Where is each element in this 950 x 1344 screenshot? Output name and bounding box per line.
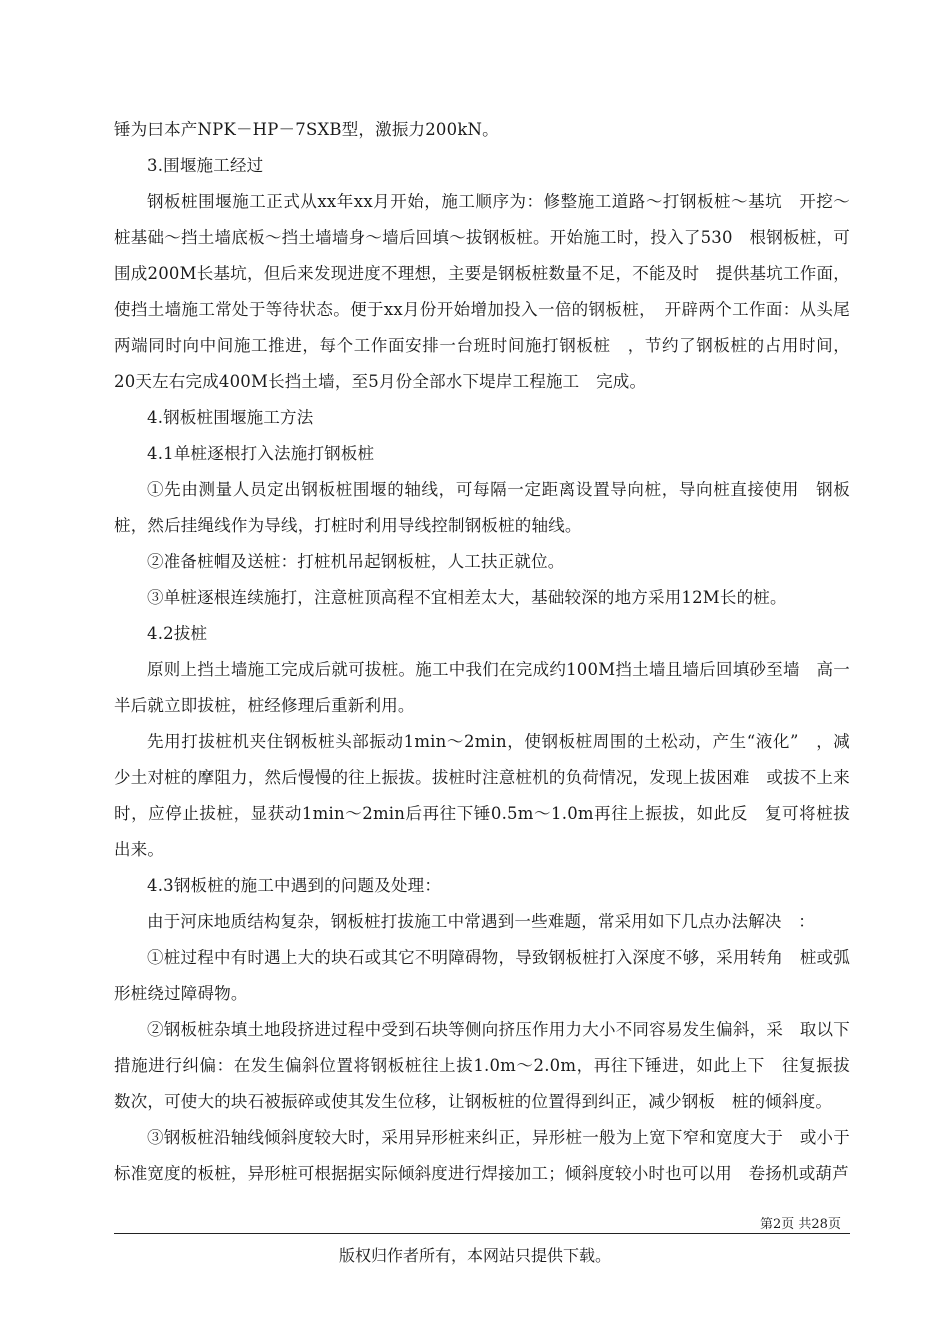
section-heading: 4.钢板桩围堰施工方法 [147, 408, 314, 427]
copyright-notice: 版权归作者所有，本网站只提供下载。 [338, 1246, 611, 1265]
paragraph: ③单桩逐根连续施打，注意桩顶高程不宜相差太大，基础较深的地方采用12M长的桩。 [147, 588, 787, 607]
footer-divider [114, 1233, 850, 1234]
subsection-heading: 4.3钢板桩的施工中遇到的问题及处理： [147, 876, 442, 895]
section-heading: 3.围堰施工经过 [147, 156, 264, 175]
paragraph: ①先由测量人员定出钢板桩围堰的轴线，可每隔一定距离设置导向桩，导向桩直接使用 钢板桩，然后挂绳线作为导线，打桩时利用导线控制钢板桩的轴线。 [114, 480, 850, 535]
paragraph: 由于河床地质结构复杂，钢板桩打拔施工中常遇到一些难题，常采用如下几点办法解决 ： [147, 912, 815, 931]
document-body [114, 112, 850, 1192]
paragraph: ③钢板桩沿轴线倾斜度较大时，采用异形桩来纠正，异形桩一般为上宽下窄和宽度大于 或小于标准宽度的板桩，异形桩可根据据实际倾斜度进行焊接加工；倾斜度较小时也可以用 卷扬机或葫芦 [114, 1128, 850, 1183]
subsection-heading: 4.1单桩逐根打入法施打钢板桩 [147, 444, 375, 463]
paragraph: 锤为曰本产NPK－HP－7SXB型，激振力200kN。 [114, 120, 499, 139]
paragraph: ②钢板桩杂填土地段挤进过程中受到石块等侧向挤压作用力大小不同容易发生偏斜，采 取以下措施进行纠偏：在发生偏斜位置将钢板桩往上拔1.0m～2.0m，再往下锤进，如此上下 往复振拔数次，可使大的块石被振碎或使其发生位移，让钢板桩的位置得到纠正，减少钢板 桩的倾斜度。 [114, 1020, 850, 1111]
paragraph: 钢板桩围堰施工正式从xx年xx月开始，施工顺序为：修整施工道路～打钢板桩～基坑 开挖～桩基础～挡土墙底板～挡土墙墙身～墙后回填～拔钢板桩。开始施工时，投入了530 根钢板桩，可围成200M长基坑，但后来发现进度不理想，主要是钢板桩数量不足，不能及时 提供基坑工作面，使挡土墙施工常处于等待状态。便于xx月份开始增加投入一倍的钢板桩， 开辟两个工作面：从头尾两端同时向中间施工推进，每个工作面安排一台班时间施打钢板桩 ，节约了钢板桩的占用时间，20天左右完成400M长挡土墙，至5月份全部水下堤岸工程施工 完成。 [114, 192, 850, 391]
paragraph: 原则上挡土墙施工完成后就可拔桩。施工中我们在完成约100M挡土墙且墙后回填砂至墙 高一半后就立即拔桩，桩经修理后重新利用。 [114, 660, 850, 715]
paragraph: 先用打拔桩机夹住钢板桩头部振动1min～2min，使钢板桩周围的土松动，产生“液化” ，减少土对桩的摩阻力，然后慢慢的往上振拔。拔桩时注意桩机的负荷情况，发现上拔困难 或拔不上来时，应停止拔桩，显获动1min～2min后再往下锤0.5m～1.0m再往上振拔，如此反 复可将桩拔出来。 [114, 732, 850, 859]
paragraph: ②准备桩帽及送桩：打桩机吊起钢板桩，人工扶正就位。 [147, 552, 565, 571]
paragraph: ①桩过程中有时遇上大的块石或其它不明障碍物，导致钢板桩打入深度不够，采用转角 桩或弧形桩绕过障碍物。 [114, 948, 850, 1003]
subsection-heading: 4.2拔桩 [147, 624, 208, 643]
page-number: 第2页 共28页 [760, 1217, 841, 1232]
